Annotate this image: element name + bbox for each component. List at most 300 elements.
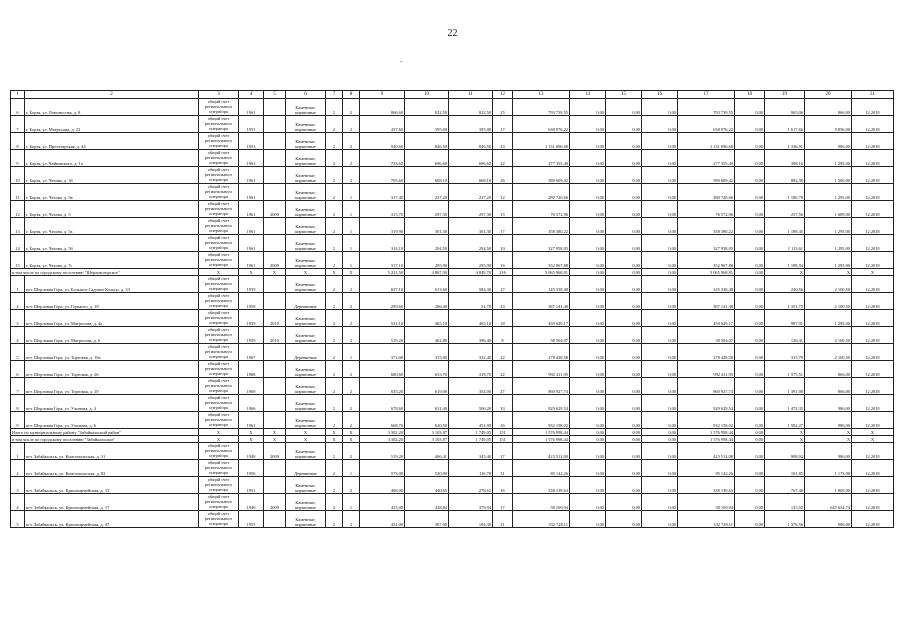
cell-col-6 — [286, 184, 326, 201]
cell-col-17: 338 139,63 — [678, 477, 735, 494]
cell-col-12: 26 — [493, 167, 513, 184]
cell-col-19: 1 189,45 — [765, 218, 805, 235]
cell-col-4: 1963 — [239, 150, 264, 167]
cell-col-14: 0,00 — [570, 477, 606, 494]
summary-cell-12: 151 — [493, 429, 513, 436]
header-row — [11, 91, 894, 99]
cell-col-21: 12.2018 — [852, 327, 894, 344]
cell-col-10: 395,00 — [405, 116, 449, 133]
header-cell-19: 19 — [765, 91, 805, 99]
cell-col-1: 3 — [11, 310, 25, 327]
cell-col-2: г. Борзя, ул. Чехова, д. 5б — [25, 235, 199, 252]
cell-col-17: 85 142,26 — [678, 460, 735, 477]
cell-col-6-text: Каменные, кирпичные — [295, 316, 316, 326]
summary-cell-17: 1 576 998,44 — [678, 436, 735, 443]
cell-col-15: 0,00 — [606, 443, 642, 460]
cell-col-6-text: Каменные, кирпичные — [295, 384, 316, 394]
cell-col-15: 0,00 — [606, 201, 642, 218]
cell-col-8: 2 — [343, 293, 360, 310]
cell-col-2: пгт. Шерловая Гора, ул. Горького, д. 18 — [25, 293, 199, 310]
cell-col-18: 0,00 — [735, 252, 765, 269]
cell-col-5 — [264, 361, 286, 378]
cell-col-12: 22 — [493, 361, 513, 378]
cell-col-20: 645 634,74 — [805, 494, 852, 511]
cell-col-19: 1 376,56 — [765, 511, 805, 528]
cell-col-16: 0,00 — [642, 395, 678, 412]
cell-col-5 — [264, 412, 286, 429]
cell-col-19: 1 113,61 — [765, 235, 805, 252]
cell-col-1: 6 — [11, 361, 25, 378]
cell-col-3 — [199, 235, 239, 252]
cell-col-7: 2 — [326, 412, 343, 429]
cell-col-3 — [199, 412, 239, 429]
summary-label: Итого по муниципальному району "Забайкальский район" — [11, 429, 199, 436]
cell-col-21: 12.2018 — [852, 378, 894, 395]
cell-col-8: 1 — [343, 235, 360, 252]
header-cell-13: 13 — [513, 91, 570, 99]
cell-col-19: 1 336,91 — [765, 133, 805, 150]
cell-col-9: 573,00 — [360, 460, 405, 477]
cell-col-6 — [286, 327, 326, 344]
cell-col-13: 932 158,02 — [513, 412, 570, 429]
cell-col-12: 18 — [493, 310, 513, 327]
cell-col-10: 613,60 — [405, 276, 449, 293]
cell-col-11: 668,10 — [449, 167, 493, 184]
summary-cell-19: X — [765, 429, 805, 436]
cell-col-2: пгт. Забайкальск, ул. Красноармейская, д. 15 — [25, 477, 199, 494]
cell-col-3 — [199, 477, 239, 494]
cell-col-6-text: Каменные, кирпичные — [295, 207, 316, 217]
cell-col-7: 2 — [326, 201, 343, 218]
cell-col-20: 1 295,00 — [805, 310, 852, 327]
cell-col-21: 12.2018 — [852, 252, 894, 269]
cell-col-19: 240,56 — [765, 276, 805, 293]
cell-col-8: 2 — [343, 116, 360, 133]
cell-col-19: 1 391,08 — [765, 378, 805, 395]
cell-col-14: 0,00 — [570, 395, 606, 412]
cell-col-21: 12.2018 — [852, 361, 894, 378]
cell-col-21: 12.2018 — [852, 150, 894, 167]
cell-col-19: 1 472,35 — [765, 395, 805, 412]
cell-col-12: 17 — [493, 443, 513, 460]
header-cell-4: 4 — [239, 91, 264, 99]
top-mark: - — [400, 57, 403, 66]
cell-col-19: 135,50 — [765, 494, 805, 511]
cell-col-5 — [264, 378, 286, 395]
cell-col-17: 278 428,58 — [678, 344, 735, 361]
cell-col-19: 126,41 — [765, 327, 805, 344]
cell-col-14: 0,00 — [570, 361, 606, 378]
cell-col-13: 332 728,11 — [513, 511, 570, 528]
cell-col-9: 371,00 — [360, 344, 405, 361]
cell-col-6-text: Каменные, кирпичные — [295, 449, 316, 459]
cell-col-12: 33 — [493, 395, 513, 412]
cell-col-18: 0,00 — [735, 167, 765, 184]
cell-col-20: 986,00 — [805, 443, 852, 460]
cell-col-6 — [286, 494, 326, 511]
summary-cell-5: X — [264, 436, 286, 443]
cell-col-20: 1 609,00 — [805, 201, 852, 218]
cell-col-6 — [286, 252, 326, 269]
cell-col-9: 733,60 — [360, 150, 405, 167]
cell-col-18: 0,00 — [735, 150, 765, 167]
cell-col-16: 0,00 — [642, 378, 678, 395]
header-cell-20: 20 — [805, 91, 852, 99]
cell-col-4: 1958 — [239, 293, 264, 310]
cell-col-11: 396,40 — [449, 327, 493, 344]
cell-col-17: 589 609,42 — [678, 167, 735, 184]
cell-col-17: 327 958,05 — [678, 235, 735, 252]
cell-col-4: 1961 — [239, 201, 264, 218]
cell-col-10: 846,50 — [405, 133, 449, 150]
cell-col-12: 17 — [493, 218, 513, 235]
cell-col-20: 986,00 — [805, 412, 852, 429]
cell-col-6-text: Каменные, кирпичные — [295, 173, 316, 183]
cell-col-6 — [286, 460, 326, 477]
cell-col-19: 965,06 — [765, 99, 805, 116]
cell-col-14: 0,00 — [570, 344, 606, 361]
cell-col-7: 2 — [326, 133, 343, 150]
cell-col-16: 0,00 — [642, 460, 678, 477]
table-row — [11, 443, 894, 460]
cell-col-3 — [199, 252, 239, 269]
cell-col-10: 620,50 — [405, 412, 449, 429]
cell-col-3 — [199, 293, 239, 310]
cell-col-4: 1968 — [239, 361, 264, 378]
cell-col-10: 822,50 — [405, 99, 449, 116]
cell-col-2: г. Борзя, ул. Чехова, д. 7г — [25, 252, 199, 269]
cell-col-7: 2 — [326, 150, 343, 167]
cell-col-16: 0,00 — [642, 201, 678, 218]
cell-col-13: 638 976,22 — [513, 116, 570, 133]
summary-cell-11: 1 749,05 — [449, 436, 493, 443]
cell-col-2: г. Борзя, ул. Чехова, д. 5 — [25, 201, 199, 218]
cell-col-6 — [286, 167, 326, 184]
cell-col-9: 705,60 — [360, 167, 405, 184]
cell-col-19: 882,38 — [765, 167, 805, 184]
cell-col-12: 10 — [493, 235, 513, 252]
cell-col-16: 0,00 — [642, 133, 678, 150]
cell-col-16: 0,00 — [642, 252, 678, 269]
cell-col-13: 327 958,05 — [513, 235, 570, 252]
cell-col-1: 5 — [11, 511, 25, 528]
cell-col-13: 459 629,17 — [513, 310, 570, 327]
cell-col-3 — [199, 167, 239, 184]
summary-cell-21: X — [852, 429, 894, 436]
cell-col-3 — [199, 116, 239, 133]
cell-col-20: 1 295,00 — [805, 218, 852, 235]
cell-col-1: 12 — [11, 201, 25, 218]
cell-col-9: 315,70 — [360, 201, 405, 218]
cell-col-21: 12.2018 — [852, 477, 894, 494]
cell-col-4: 1953 — [239, 133, 264, 150]
cell-col-7: 2 — [326, 276, 343, 293]
cell-col-19: 257,56 — [765, 201, 805, 218]
cell-col-16: 0,00 — [642, 235, 678, 252]
cell-col-4: 1962 — [239, 412, 264, 429]
cell-col-3 — [199, 201, 239, 218]
cell-col-17: 145 338,48 — [678, 276, 735, 293]
cell-col-20: 986,00 — [805, 133, 852, 150]
cell-col-16: 0,00 — [642, 167, 678, 184]
summary-cell-14: 0,00 — [570, 429, 606, 436]
cell-col-6 — [286, 276, 326, 293]
cell-col-3-text: общий счет регионального оператора — [204, 327, 233, 343]
cell-col-2: г. Борзя, ул. Чехова, д. 3б — [25, 167, 199, 184]
summary-cell-16: 0,00 — [642, 269, 678, 276]
cell-col-11: 295,90 — [449, 252, 493, 269]
summary-cell-18: 0,00 — [735, 436, 765, 443]
cell-col-1: 1 — [11, 276, 25, 293]
table-row — [11, 412, 894, 429]
cell-col-11: 294,50 — [449, 235, 493, 252]
cell-col-4: 1961 — [239, 99, 264, 116]
cell-col-2: пгт. Шерловая Гора, ул. Большое Садовое Кольцо, д. 33 — [25, 276, 199, 293]
cell-col-1: 9 — [11, 412, 25, 429]
cell-col-5: 2010 — [264, 310, 286, 327]
cell-col-18: 0,00 — [735, 460, 765, 477]
cell-col-13: 352 967,88 — [513, 252, 570, 269]
cell-col-11: 332,40 — [449, 344, 493, 361]
header-cell-5: 5 — [264, 91, 286, 99]
cell-col-11: 379,94 — [449, 494, 493, 511]
cell-col-10: 237,20 — [405, 184, 449, 201]
summary-cell-7: X — [326, 436, 343, 443]
cell-col-3-text: общий счет регионального оператора — [204, 167, 233, 183]
cell-col-19: 315,79 — [765, 344, 805, 361]
cell-col-9: 657,10 — [360, 276, 405, 293]
cell-col-20: 866,00 — [805, 361, 852, 378]
cell-col-6-text: Каменные, кирпичные — [295, 156, 316, 166]
table-row — [11, 235, 894, 252]
cell-col-17: 929 629,54 — [678, 395, 735, 412]
summary-cell-19: X — [765, 436, 805, 443]
cell-col-21: 12.2018 — [852, 235, 894, 252]
summary-cell-20: X — [805, 436, 852, 443]
cell-col-16: 0,00 — [642, 184, 678, 201]
cell-col-11: 584,30 — [449, 276, 493, 293]
table-row — [11, 167, 894, 184]
summary-cell-5: X — [264, 429, 286, 436]
cell-col-11: 301,30 — [449, 218, 493, 235]
cell-col-6 — [286, 361, 326, 378]
summary-cell-4: X — [239, 269, 264, 276]
cell-col-2: г. Борзя, ул. Чехова, д. 3в — [25, 184, 199, 201]
cell-col-10: 465,10 — [405, 310, 449, 327]
cell-col-5 — [264, 150, 286, 167]
cell-col-11: 451,90 — [449, 412, 493, 429]
cell-col-3 — [199, 344, 239, 361]
cell-col-8: 2 — [343, 167, 360, 184]
cell-col-10: 387,00 — [405, 511, 449, 528]
summary-cell-8: X — [343, 269, 360, 276]
cell-col-10: 294,50 — [405, 235, 449, 252]
cell-col-15: 0,00 — [606, 99, 642, 116]
cell-col-21: 12.2018 — [852, 395, 894, 412]
cell-col-16: 0,00 — [642, 293, 678, 310]
cell-col-9: 468,00 — [360, 477, 405, 494]
cell-col-7: 2 — [326, 99, 343, 116]
table-row — [11, 344, 894, 361]
cell-col-3 — [199, 443, 239, 460]
cell-col-9: 455,00 — [360, 494, 405, 511]
cell-col-20: 986,00 — [805, 511, 852, 528]
cell-col-4: 1959 — [239, 276, 264, 293]
cell-col-15: 0,00 — [606, 293, 642, 310]
cell-col-20: 1 295,00 — [805, 235, 852, 252]
cell-col-21: 12.2018 — [852, 116, 894, 133]
cell-col-6-text: Каменные, кирпичные — [295, 367, 316, 377]
cell-col-1: 3 — [11, 477, 25, 494]
cell-col-13: 280 720,66 — [513, 184, 570, 201]
cell-col-16: 0,00 — [642, 443, 678, 460]
cell-col-14: 0,00 — [570, 167, 606, 184]
cell-col-2: г. Борзя, ул. Матросова, д. 23 — [25, 116, 199, 133]
cell-col-13: 85 142,26 — [513, 460, 570, 477]
summary-cell-12: 216 — [493, 269, 513, 276]
cell-col-12: 23 — [493, 293, 513, 310]
cell-col-15: 0,00 — [606, 235, 642, 252]
cell-col-8: 2 — [343, 511, 360, 528]
cell-col-7: 2 — [326, 252, 343, 269]
summary-cell-10: 3 103,87 — [405, 429, 449, 436]
cell-col-12: 23 — [493, 133, 513, 150]
cell-col-6 — [286, 201, 326, 218]
cell-col-5 — [264, 167, 286, 184]
cell-col-3-text: общий счет регионального оператора — [204, 344, 233, 360]
cell-col-14: 0,00 — [570, 201, 606, 218]
cell-col-6 — [286, 395, 326, 412]
cell-col-14: 0,00 — [570, 218, 606, 235]
cell-col-17: 277 355,40 — [678, 150, 735, 167]
cell-col-10: 440,65 — [405, 477, 449, 494]
header-cell-10: 10 — [405, 91, 449, 99]
summary-cell-13: 5 065 968,81 — [513, 269, 570, 276]
cell-col-17: 992 411,95 — [678, 361, 735, 378]
cell-col-12: 17 — [493, 494, 513, 511]
cell-col-15: 0,00 — [606, 133, 642, 150]
cell-col-12: 27 — [493, 378, 513, 395]
cell-col-6-text: Каменные, кирпичные — [295, 190, 316, 200]
summary-label: в том числе по городскому поселению "Забайкальское" — [11, 436, 199, 443]
cell-col-17: 793 739,55 — [678, 99, 735, 116]
cell-col-14: 0,00 — [570, 443, 606, 460]
cell-col-2: пгт. Шерловая Гора, ул. Торговая, д. 29 — [25, 378, 199, 395]
cell-col-2: пгт. Шерловая Гора, ул. Учинова, д. 6 — [25, 412, 199, 429]
cell-col-7: 2 — [326, 235, 343, 252]
cell-col-20: 1 295,00 — [805, 184, 852, 201]
cell-col-6 — [286, 344, 326, 361]
cell-col-8: 2 — [343, 443, 360, 460]
table-row — [11, 327, 894, 344]
cell-col-1: 11 — [11, 184, 25, 201]
cell-col-15: 0,00 — [606, 412, 642, 429]
cell-col-10: 633,70 — [405, 361, 449, 378]
cell-col-8: 1 — [343, 252, 360, 269]
header-cell-7: 7 — [326, 91, 343, 99]
cell-col-21: 12.2018 — [852, 412, 894, 429]
summary-cell-6: X — [286, 429, 326, 436]
cell-col-3-text: общий счет регионального оператора — [204, 395, 233, 411]
cell-col-6 — [286, 511, 326, 528]
register-table-body — [11, 91, 894, 528]
cell-col-19: 161,85 — [765, 460, 805, 477]
cell-col-17: 1 131 696,68 — [678, 133, 735, 150]
cell-col-11: 278,63 — [449, 477, 493, 494]
cell-col-18: 0,00 — [735, 443, 765, 460]
cell-col-17: 332 728,11 — [678, 511, 735, 528]
cell-col-12: 27 — [493, 276, 513, 293]
cell-col-3-text: общий счет регионального оператора — [204, 443, 233, 459]
cell-col-17: 459 629,17 — [678, 310, 735, 327]
cell-col-9: 519,20 — [360, 443, 405, 460]
cell-col-16: 0,00 — [642, 344, 678, 361]
table-row — [11, 378, 894, 395]
cell-col-19: 1 188,94 — [765, 252, 805, 269]
summary-cell-7: X — [326, 269, 343, 276]
header-cell-9: 9 — [360, 91, 405, 99]
table-row — [11, 133, 894, 150]
cell-col-19: 1 502,27 — [765, 412, 805, 429]
cell-col-2: г. Борзя, ул. Пролетарская, д. 43 — [25, 133, 199, 150]
summary-cell-6: X — [286, 436, 326, 443]
cell-col-5 — [264, 276, 286, 293]
table-row — [11, 184, 894, 201]
cell-col-4: 1951 — [239, 477, 264, 494]
cell-col-13: 589 609,42 — [513, 167, 570, 184]
cell-col-3 — [199, 378, 239, 395]
header-cell-6: 6 — [286, 91, 326, 99]
cell-col-15: 0,00 — [606, 460, 642, 477]
cell-col-3-text: общий счет регионального оператора — [204, 276, 233, 292]
cell-col-4: 1961 — [239, 167, 264, 184]
header-cell-14: 14 — [570, 91, 606, 99]
cell-col-1: 14 — [11, 235, 25, 252]
cell-col-4: 1955 — [239, 116, 264, 133]
summary-cell-17: 1 576 998,44 — [678, 429, 735, 436]
cell-col-2: г. Борзя, ул. Чехова, д. 5а — [25, 218, 199, 235]
summary-cell-11: 4 849,70 — [449, 269, 493, 276]
summary-cell-3: X — [199, 436, 239, 443]
cell-col-2: пгт. Забайкальск, ул. Комсомольская, д. 31 — [25, 443, 199, 460]
cell-col-17: 423 512,08 — [678, 443, 735, 460]
cell-col-12: 8 — [493, 327, 513, 344]
cell-col-17: 58 504,07 — [678, 327, 735, 344]
cell-col-3-text: общий счет регионального оператора — [204, 361, 233, 377]
page-number: 22 — [447, 28, 458, 39]
summary-cell-13: 1 576 998,44 — [513, 436, 570, 443]
cell-col-14: 0,00 — [570, 184, 606, 201]
cell-col-11: 116,78 — [449, 460, 493, 477]
summary-cell-5: X — [264, 269, 286, 276]
cell-col-20: 1 173,00 — [805, 460, 852, 477]
cell-col-14: 0,00 — [570, 252, 606, 269]
cell-col-2: пгт. Шерловая Гора, ул. Торговая, д. 18а — [25, 344, 199, 361]
cell-col-2: пгт. Забайкальск, ул. Красноармейская, д. 47 — [25, 511, 199, 528]
cell-col-14: 0,00 — [570, 460, 606, 477]
cell-col-11: 395,00 — [449, 116, 493, 133]
cell-col-4: 1961 — [239, 184, 264, 201]
cell-col-17: 352 967,88 — [678, 252, 735, 269]
header-cell-2: 2 — [25, 91, 199, 99]
cell-col-6 — [286, 412, 326, 429]
cell-col-3 — [199, 184, 239, 201]
cell-col-20: 866,00 — [805, 378, 852, 395]
cell-col-15: 0,00 — [606, 116, 642, 133]
cell-col-15: 0,00 — [606, 184, 642, 201]
cell-col-16: 0,00 — [642, 310, 678, 327]
summary-cell-21: X — [852, 269, 894, 276]
